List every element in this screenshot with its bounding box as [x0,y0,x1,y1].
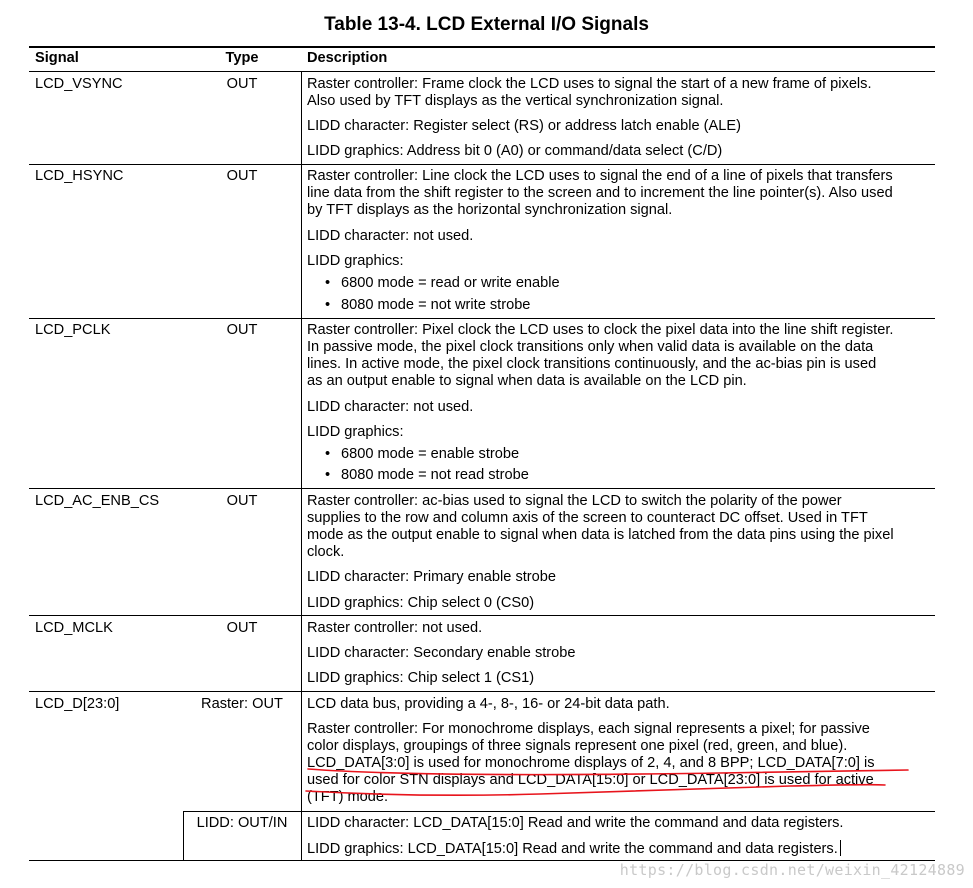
desc-line [307,840,841,858]
bullet-item: • 8080 mode = not read strobe [341,467,529,484]
desc-line: Raster controller: not used. [307,620,483,636]
row-type: OUT [226,322,258,338]
desc-line: LIDD character: not used. [307,399,474,415]
desc-line: LIDD character: LCD_DATA[15:0] Read and write the command and data registers. [307,815,844,831]
row-type: Raster: OUT [201,696,283,712]
desc-line: by TFT displays as the horizontal synchronization signal. [307,202,673,218]
row-type: OUT [226,76,258,92]
desc-line: color displays, groupings of three signals represent one pixel (red, green, and blue). [307,738,848,754]
row-signal: LCD_D[23:0] [35,696,120,712]
row-signal: LCD_MCLK [35,620,113,636]
desc-line-text: LIDD graphics: LCD_DATA[15:0] Read and write the command and data registers. [307,841,838,857]
row-type: LIDD: OUT/IN [196,815,288,831]
desc-line: LIDD graphics: Address bit 0 (A0) or command/data select (C/D) [307,143,723,159]
desc-line: LIDD character: Secondary enable strobe [307,645,576,661]
row-signal: LCD_VSYNC [35,76,123,92]
desc-line: Raster controller: For monochrome displays, each signal represents a pixel; for passive [307,721,870,737]
column-divider-description [301,71,302,860]
desc-line: LCD data bus, providing a 4-, 8-, 16- or 24-bit data path. [307,696,670,712]
column-divider-type [183,811,184,860]
row-rule [29,318,935,319]
red-underline-annotation [300,764,920,804]
subrow-rule [183,811,935,812]
desc-line: LIDD graphics: Chip select 1 (CS1) [307,670,535,686]
desc-line: LIDD graphics: Chip select 0 (CS0) [307,595,535,611]
row-signal: LCD_PCLK [35,322,111,338]
desc-line: mode as the output enable to signal when data is latched from the data pins using the pixel [307,527,894,543]
header-signal: Signal [35,50,79,66]
table-title: Table 13-4. LCD External I/O Signals [324,14,649,35]
row-type: OUT [226,493,258,509]
red-underline-stroke-1 [308,769,908,775]
desc-line: lines. In active mode, the pixel clock transitions continuously, and the ac-bias pin is used [307,356,877,372]
row-rule [29,691,935,692]
row-rule [29,164,935,165]
bullet-item: • 8080 mode = not write strobe [341,297,530,314]
watermark: https://blog.csdn.net/weixin_42124889 [619,861,965,879]
desc-line: LCD_DATA[3:0] is used for monochrome displays of 2, 4, and 8 BPP; LCD_DATA[7:0] is [307,755,875,771]
desc-line: supplies to the row and column axis of the screen to counteract DC offset. Used in TFT [307,510,868,526]
desc-line: clock. [307,544,345,560]
desc-line: Also used by TFT displays as the vertical synchronization signal. [307,93,724,109]
text-cursor [840,840,841,856]
row-rule [29,615,935,616]
row-type: OUT [226,168,258,184]
desc-line: LIDD graphics: [307,424,404,440]
desc-line: LIDD character: not used. [307,228,474,244]
bullet-item: • 6800 mode = read or write enable [341,275,560,292]
desc-line: used for color STN displays and LCD_DATA[15:0] or LCD_DATA[23:0] is used for active [307,772,874,788]
bullet-item: • 6800 mode = enable strobe [341,446,519,463]
desc-line: In passive mode, the pixel clock transitions only when valid data is available on the data [307,339,874,355]
header-description: Description [307,50,388,66]
row-type: OUT [226,620,258,636]
desc-line: Raster controller: Pixel clock the LCD uses to clock the pixel data into the line shift register. [307,322,894,338]
desc-line: LIDD character: Register select (RS) or address latch enable (ALE) [307,118,741,134]
header-type: Type [225,50,259,66]
row-signal: LCD_HSYNC [35,168,124,184]
red-underline-stroke-2 [306,785,885,796]
desc-line: Raster controller: ac-bias used to signal the LCD to switch the polarity of the power [307,493,842,509]
desc-line: (TFT) mode. [307,789,389,805]
desc-line: Raster controller: Line clock the LCD uses to signal the end of a line of pixels that transfers [307,168,893,184]
row-rule [29,488,935,489]
desc-line: LIDD graphics: [307,253,404,269]
desc-line: as an output enable to signal when data is available on the LCD pin. [307,373,747,389]
header-rule [29,71,935,72]
desc-line: LIDD character: Primary enable strobe [307,569,557,585]
table-top-rule [29,46,935,48]
row-signal: LCD_AC_ENB_CS [35,493,160,509]
desc-line: line data from the shift register to the screen and to increment the line pointer(s). Also used [307,185,893,201]
desc-line: Raster controller: Frame clock the LCD uses to signal the start of a new frame of pixels. [307,76,872,92]
